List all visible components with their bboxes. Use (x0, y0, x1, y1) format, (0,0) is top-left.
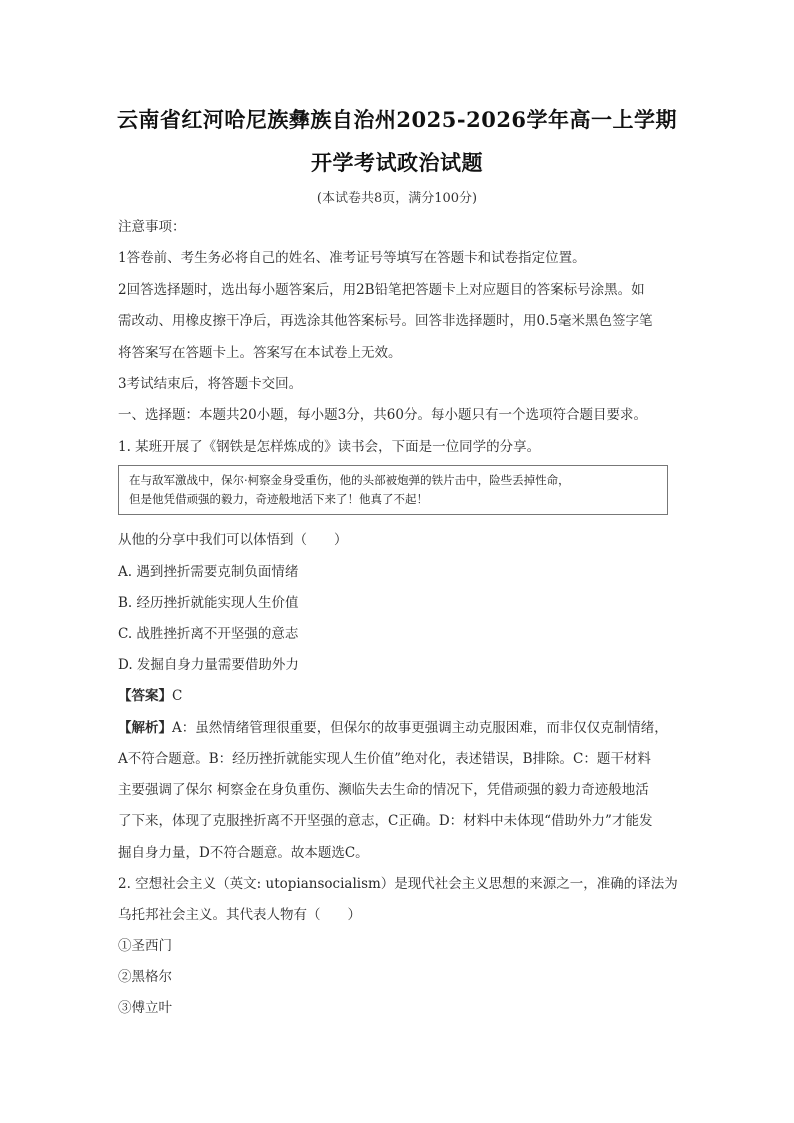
notes-heading: 注意事项： (118, 219, 186, 235)
q1-option-d: D. 发掘自身力量需要借助外力 (118, 657, 299, 673)
q2-item-1: ①圣西门 (118, 938, 172, 954)
q1-analysis-line5: 掘自身力量，D不符合题意。故本题选C。 (118, 845, 369, 861)
q1-quote-line2: 但是他凭借顽强的毅力，奇迹般地活下来了！他真了不起！ (129, 492, 428, 506)
q2-item-3: ③傅立叶 (118, 1000, 172, 1016)
q1-quote-box (118, 465, 668, 515)
note-item-2-line2: 需改动、用橡皮擦干净后，再选涂其他答案标号。回答非选择题时，用0.5毫米黑色签字笔 (118, 313, 653, 329)
note-item-1: 1答卷前、考生务必将自己的姓名、准考证号等填写在答题卡和试卷指定位置。 (118, 250, 586, 266)
q1-analysis-line3: 主要强调了保尔 柯察金在身负重伤、濒临失去生命的情况下，凭借顽强的毅力奇迹般地活 (118, 782, 649, 798)
q1-analysis-line2: A不符合题意。B：经历挫折就能实现人生价值”绝对化，表述错误，B排除。C：题干材料 (118, 751, 651, 767)
q1-quote-line1: 在与敌军激战中，保尔·柯察金身受重伤，他的头部被炮弹的铁片击中，险些丢掉性命， (129, 473, 570, 487)
q2-stem-line1: 2. 空想社会主义（英文: utopiansocialism）是现代社会主义思想的来源之一，准确的译法为 (118, 876, 678, 892)
exam-subtitle: (本试卷共8页，满分100分) (316, 191, 478, 206)
exam-title-line1: 云南省红河哈尼族彝族自治州2025-2026学年高一上学期 (116, 107, 678, 132)
q1-question: 从他的分享中我们可以体悟到（ ） (118, 532, 348, 548)
exam-title-line2: 开学考试政治试题 (311, 150, 483, 175)
answer-value: C (172, 688, 183, 704)
q1-option-c: C. 战胜挫折离不开坚强的意志 (118, 626, 299, 642)
q2-item-2: ②黑格尔 (118, 969, 172, 985)
analysis-text: A：虽然情绪管理很重要，但保尔的故事更强调主动克服困难，而非仅仅克制情绪， (172, 720, 668, 736)
q2-stem-line2: 乌托邦社会主义。其代表人物有（ ） (118, 907, 361, 923)
q1-option-a: A. 遇到挫折需要克制负面情绪 (118, 564, 299, 580)
answer-tag: 【答案】 (118, 688, 172, 704)
note-item-2-line3: 将答案写在答题卡上。答案写在本试卷上无效。 (118, 345, 402, 361)
section-heading: 一、选择题：本题共20小题，每小题3分，共60分。每小题只有一个选项符合题目要求。 (118, 407, 647, 423)
note-item-3: 3考试结束后，将答题卡交回。 (118, 376, 303, 392)
q1-answer (118, 686, 688, 706)
analysis-tag: 【解析】 (118, 720, 172, 736)
note-item-2-line1: 2回答选择题时，选出每小题答案后，用2B铅笔把答题卡上对应题目的答案标号涂黑。如 (118, 282, 645, 298)
q1-analysis-line4: 了下来，体现了克服挫折离不开坚强的意志，C正确。D：材料中未体现“借助外力”才能发 (118, 813, 653, 829)
q1-stem: 1. 某班开展了《钢铁是怎样炼成的》读书会，下面是一位同学的分享。 (118, 439, 541, 455)
q1-analysis-line1 (118, 718, 688, 738)
q1-option-b: B. 经历挫折就能实现人生价值 (118, 595, 299, 611)
